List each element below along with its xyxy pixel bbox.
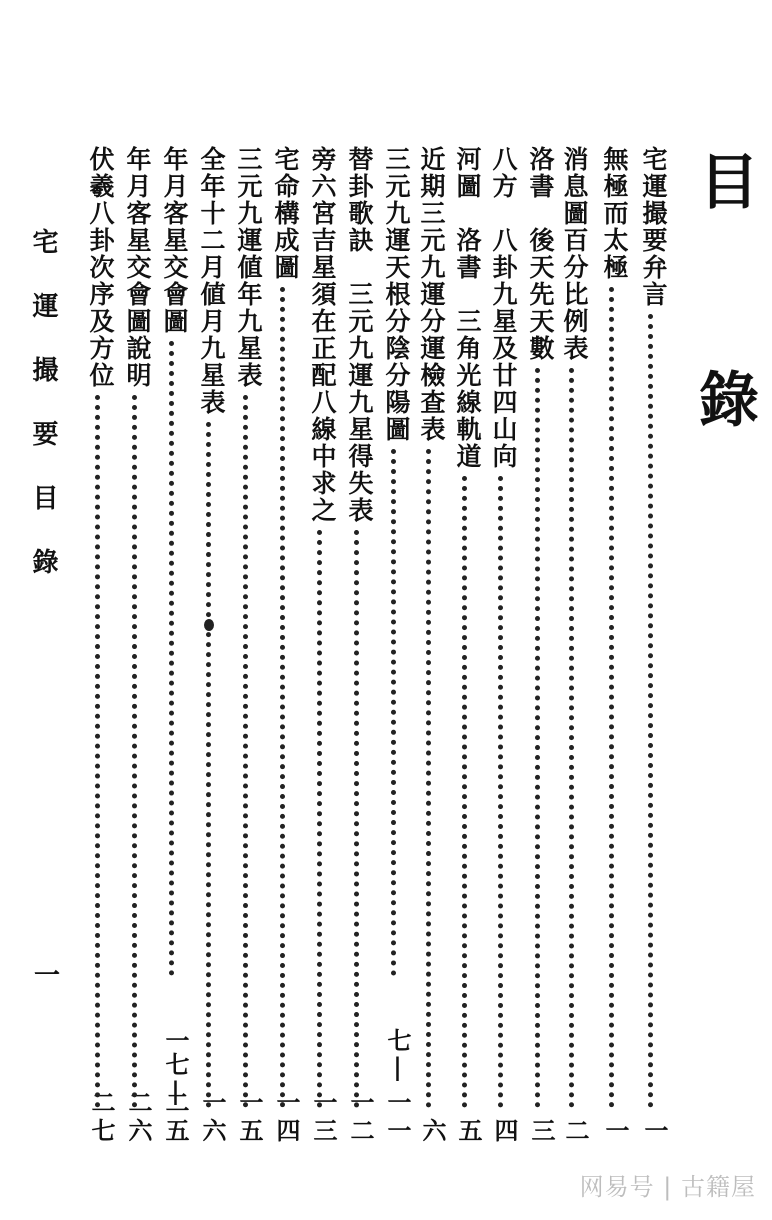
dot-leader [462,476,467,1108]
toc-entry-title: 伏羲八卦次序及方位 [86,146,115,389]
toc-entry-title: 替卦歌訣 三元九運九星得失表 [345,146,374,524]
dot-leader [317,530,322,1108]
toc-page-number: 一 [601,1118,630,1146]
toc-entry-title: 河圖 洛書 三角光線軌道 [453,146,482,470]
toc-entry-title: 宅運撮要弁言 [639,146,668,308]
toc-entry-title: 旁六宮吉星須在正配八線中求之 [308,146,337,524]
dot-leader [648,314,653,1108]
toc-entry[interactable] [342,146,375,1146]
toc-entry-title: 近期三元九運分運檢查表 [417,146,446,443]
dot-leader [391,449,396,976]
toc-entry[interactable] [305,146,338,1146]
dot-leader [354,530,359,1108]
toc-entry-title: 年月客星交會圖 [160,146,189,335]
toc-entry[interactable] [83,146,116,1146]
toc-page-number: 一五 [235,1090,264,1146]
toc-entry-title: 洛書 後天先天數 [526,146,555,362]
dot-leader [243,395,248,1108]
toc-page-number: 一六 [198,1090,227,1146]
toc-entry-title: 八方 八卦九星及廿四山向 [489,146,518,470]
toc-entry[interactable] [450,146,483,1146]
toc-page-number: 一四 [272,1090,301,1146]
watermark: 网易号 | 古籍屋 [579,1173,756,1201]
dot-leader [132,395,137,1108]
dot-leader [206,422,211,1108]
toc-page-number: 一二 [346,1090,375,1146]
page-title: 目 錄 [689,150,759,472]
dot-leader [609,287,614,1108]
dot-leader [426,449,431,1108]
toc-entry[interactable] [268,146,301,1146]
toc-page-number: 二 [561,1118,590,1146]
toc-entry[interactable] [379,146,412,1146]
dot-leader [280,287,285,1108]
toc-entry[interactable] [557,146,590,1146]
toc-entry-title: 無極而太極 [600,146,629,281]
toc-page-number: 六 [418,1118,447,1146]
toc-entry-title: 宅命構成圖 [271,146,300,281]
dot-leader [498,476,503,1108]
toc-entry[interactable] [486,146,519,1146]
toc-entry-title: 三元九運値年九星表 [234,146,263,389]
toc-page-number: 一三 [309,1090,338,1146]
ink-blot [204,619,214,631]
toc-page-number: 二七 [87,1090,116,1146]
toc-range-mark: 七| [383,1028,412,1081]
toc-page-number: 一一 [383,1090,412,1146]
book-title-margin: 宅運撮要目錄 [28,228,58,612]
folio-number: 一 [34,961,61,991]
toc-entry[interactable] [636,146,669,1146]
toc-entry[interactable] [194,146,227,1146]
toc-entry[interactable] [157,146,190,1146]
toc-range-mark: 一七| [161,1028,190,1105]
dot-leader [569,368,574,1108]
toc-entry-title: 全年十二月値月九星表 [197,146,226,416]
dot-leader [169,341,174,976]
toc-page-number: 三 [527,1118,556,1146]
toc-entry[interactable] [597,146,630,1146]
toc-entry-title: 消息圖百分比例表 [560,146,589,362]
toc-entry-title: 年月客星交會圖說明 [123,146,152,389]
toc-page-number: 二五 [161,1090,190,1146]
dot-leader [95,395,100,1108]
toc-page-number: 二六 [124,1090,153,1146]
dot-leader [535,368,540,1108]
toc-page-number: 四 [490,1118,519,1146]
toc-page-number: 五 [454,1118,483,1146]
toc-entry[interactable] [414,146,447,1146]
toc-entry-title: 三元九運天根分陰分陽圖 [382,146,411,443]
toc-page-number: 一 [640,1118,669,1146]
toc-entry[interactable] [120,146,153,1146]
toc-entry[interactable] [523,146,556,1146]
toc-entry[interactable] [231,146,264,1146]
